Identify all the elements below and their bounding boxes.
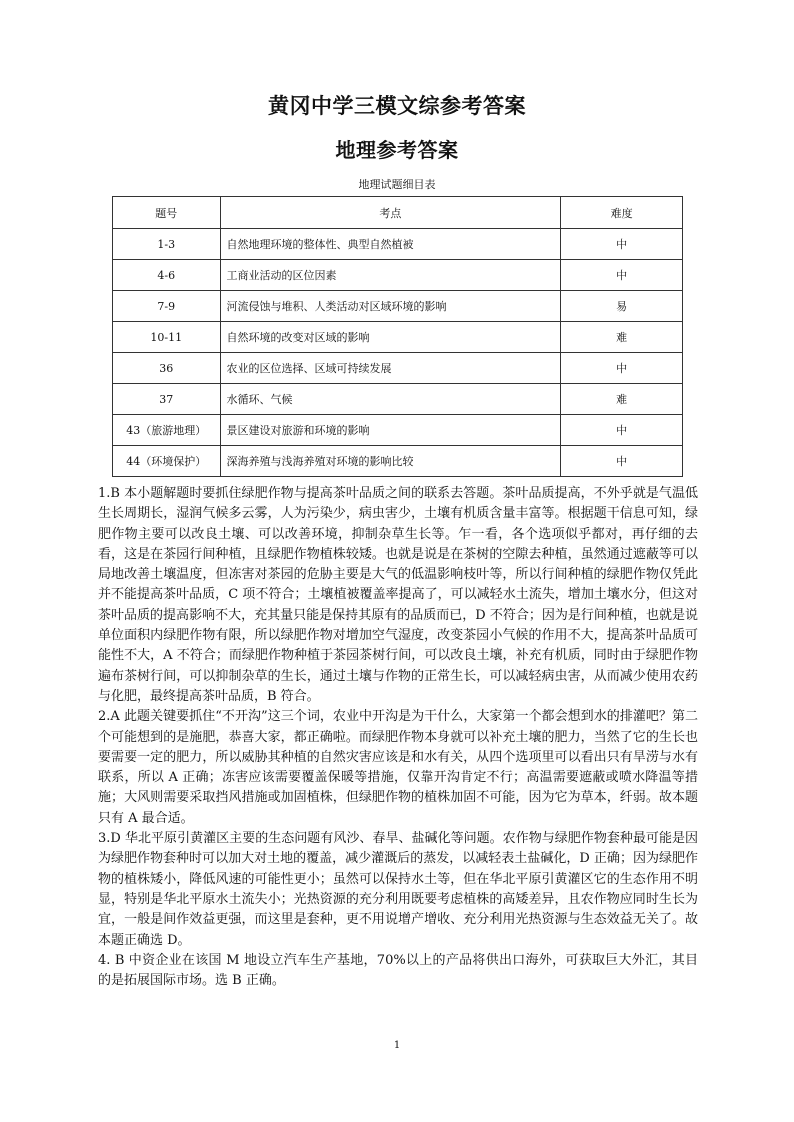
cell-topic: 水循环、气候 xyxy=(220,384,561,415)
table-row xyxy=(113,291,683,322)
cell-difficulty: 中 xyxy=(561,229,683,260)
cell-question-number: 43（旅游地理） xyxy=(113,415,221,446)
cell-difficulty: 难 xyxy=(561,322,683,353)
cell-topic: 自然环境的改变对区域的影响 xyxy=(220,322,561,353)
header-question-number: 题号 xyxy=(113,197,221,229)
table-row xyxy=(113,322,683,353)
table-row xyxy=(113,415,683,446)
cell-question-number: 44（环境保护） xyxy=(113,446,221,477)
cell-difficulty: 中 xyxy=(561,353,683,384)
table-row xyxy=(113,353,683,384)
table-row xyxy=(113,229,683,260)
answer-paragraph-2: 2.A 此题关键要抓住“不开沟”这三个词，农业中开沟是为干什么，大家第一个都会想到水的排灌吧？第二个可能想到的是施肥，恭喜大家，都正确啦。而绿肥作物本身就可以补充土壤的肥力，当然了它的生长也要需要一定的肥力，所以威胁其种植的自然灾害应该是和水有关，从四个选项里可以看出只有旱涝与水有联系，所以 A 正确；冻害应该需要覆盖保暖等措施，仅靠开沟肯定不行；高温需要遮蔽或喷水降温等措施；大风则需要采取挡风措施或加固植株，但绿肥作物的植株加固不可能，因为它为草本，纤弱。故本题只有 A 最合适。 xyxy=(98,709,698,826)
cell-question-number: 10-11 xyxy=(113,322,221,353)
cell-question-number: 1-3 xyxy=(113,229,221,260)
detail-table xyxy=(112,196,683,477)
table-caption: 地理试题细目表 xyxy=(358,178,436,191)
header-topic: 考点 xyxy=(220,197,561,229)
table-header-row xyxy=(113,197,683,229)
cell-difficulty: 难 xyxy=(561,384,683,415)
cell-topic: 景区建设对旅游和环境的影响 xyxy=(220,415,561,446)
cell-difficulty: 中 xyxy=(561,415,683,446)
answer-paragraph-3: 3.D 华北平原引黄灌区主要的生态问题有风沙、春旱、盐碱化等问题。农作物与绿肥作物套种最可能是因为绿肥作物套种时可以加大对土地的覆盖，减少灌溉后的蒸发，以减轻表土盐碱化，D 正确；因为绿肥作物的植株矮小，降低风速的可能性更小；虽然可以保持水土等，但在华北平原引黄灌区它的生态作用不明显，特别是华北平原水土流失小；光热资源的充分利用既要考虑植株的高矮差异，且农作物应同时生长为宜，一般是间作效益更强，而这里是套种，更不用说增产增收、充分利用光热资源与生态效益无关了。故本题正确选 D。 xyxy=(98,831,698,948)
table-row xyxy=(113,260,683,291)
section-title: 地理参考答案 xyxy=(335,138,459,162)
cell-topic: 深海养殖与浅海养殖对环境的影响比较 xyxy=(220,446,561,477)
answer-paragraph-4: 4. B 中资企业在该国 M 地设立汽车生产基地，70%以上的产品将供出口海外，可获取巨大外汇，其目的是拓展国际市场。选 B 正确。 xyxy=(98,952,698,989)
cell-question-number: 36 xyxy=(113,353,221,384)
answer-paragraph-1: 1.B 本小题解题时要抓住绿肥作物与提高茶叶品质之间的联系去答题。茶叶品质提高，不外乎就是气温低生长周期长，湿润气候多云雾，人为污染少，病虫害少，土壤有机质含量丰富等。根据题干信息可知，绿肥作物主要可以改良土壤、可以改善环境，抑制杂草生长等。乍一看，各个选项似乎都对，再仔细的去看，这是在茶园行间种植，且绿肥作物植株较矮。也就是说是在茶树的空隙去种植，虽然通过遮蔽等可以局地改善土壤温度，但冻害对茶园的危胁主要是大气的低温影响枝叶等，所以行间种植的绿肥作物仅凭此并不能提高茶叶品质，C 项不符合；土壤植被覆盖率提高了，可以减轻水土流失，增加土壤水分，但这对茶叶品质的提高影响不大，充其量只能是保持其原有的品质而已，D 不符合；因为是行间种植，也就是说单位面积内绿肥作物有限，所以绿肥作物对增加空气湿度，改变茶园小气候的作用不大，提高茶叶品质可能性不大，A 不符合；而绿肥作物种植于茶园茶树行间，可以改良土壤，补充有机质，同时由于绿肥作物遍布茶树行间，可以抑制杂草的生长，通过土壤与作物的正常生长，可以减轻病虫害，从而减少使用农药与化肥，最终提高茶叶品质，B 符合。 xyxy=(98,486,698,704)
cell-difficulty: 中 xyxy=(561,260,683,291)
header-difficulty: 难度 xyxy=(561,197,683,229)
answer-explanations xyxy=(98,484,698,991)
cell-topic: 工商业活动的区位因素 xyxy=(220,260,561,291)
cell-question-number: 7-9 xyxy=(113,291,221,322)
cell-question-number: 4-6 xyxy=(113,260,221,291)
table-row xyxy=(113,446,683,477)
document-title: 黄冈中学三模文综参考答案 xyxy=(268,94,526,118)
page-number: 1 xyxy=(393,1040,401,1051)
cell-difficulty: 中 xyxy=(561,446,683,477)
cell-difficulty: 易 xyxy=(561,291,683,322)
cell-topic: 河流侵蚀与堆积、人类活动对区域环境的影响 xyxy=(220,291,561,322)
table-row xyxy=(113,384,683,415)
cell-topic: 自然地理环境的整体性、典型自然植被 xyxy=(220,229,561,260)
cell-topic: 农业的区位选择、区域可持续发展 xyxy=(220,353,561,384)
cell-question-number: 37 xyxy=(113,384,221,415)
